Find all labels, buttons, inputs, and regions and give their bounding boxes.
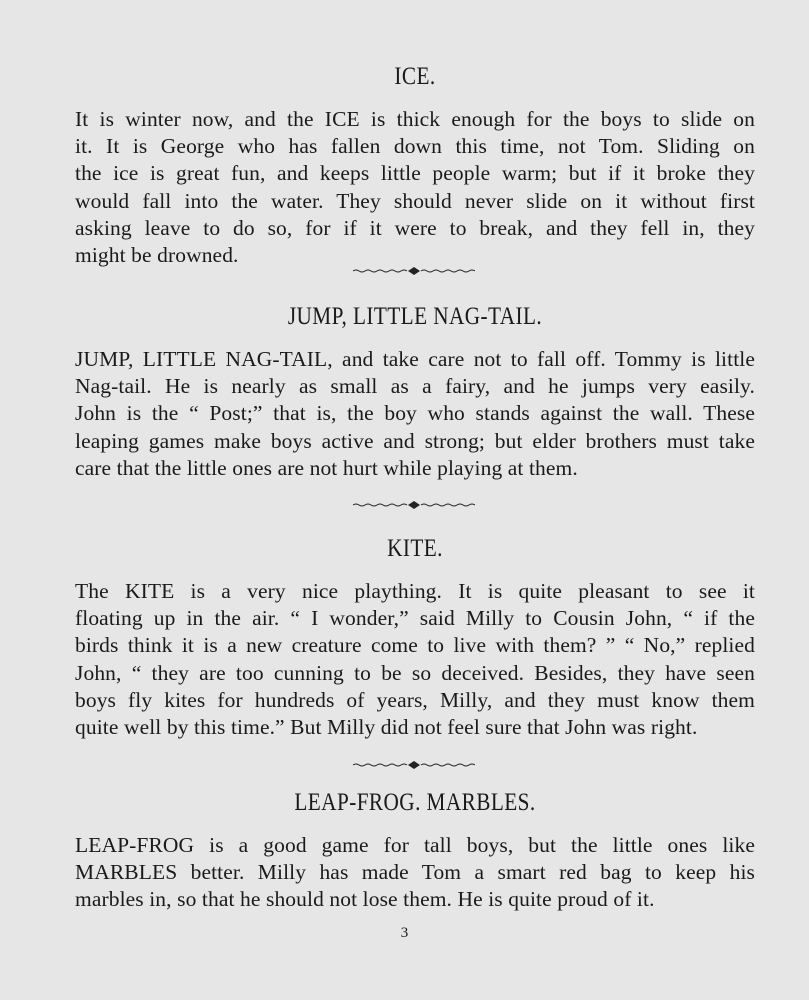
- section-leap-frog-marbles: [75, 788, 755, 914]
- text-line: Nag-tail. He is nearly as small as a fairy, and he jumps very easily.: [75, 374, 755, 399]
- section-paragraph: [75, 578, 755, 741]
- text-line: boys fly kites for hundreds of years, Milly, and they must know them: [75, 687, 755, 712]
- text-line: asking leave to do so, for if it were to break, and they fell in, they: [75, 215, 755, 240]
- text-line: John, “ they are too cunning to be so deceived. Besides, they have seen: [75, 660, 755, 685]
- ornamental-divider: [353, 266, 475, 276]
- section-title: LEAP-FROG. MARBLES.: [294, 789, 536, 816]
- text-line: might be drowned.: [75, 243, 239, 268]
- text-line: leaping games make boys active and strong; but elder brothers must take: [75, 428, 755, 453]
- text-line: birds think it is a new creature come to live with them? ” “ No,” replied: [75, 633, 755, 658]
- text-line: quite well by this time.” But Milly did not feel sure that John was right.: [75, 715, 698, 740]
- text-line: care that the little ones are not hurt while playing at them.: [75, 455, 578, 480]
- ornamental-divider: [353, 760, 475, 770]
- section-ice: [75, 62, 755, 269]
- text-line: floating up in the air. “ I wonder,” said Milly to Cousin John, “ if the: [75, 606, 755, 631]
- text-line: JUMP, LITTLE NAG-TAIL, and take care not to fall off. Tommy is little: [75, 347, 755, 371]
- section-kite: [75, 534, 755, 741]
- page-number: 3: [400, 925, 409, 941]
- section-paragraph: [75, 106, 755, 269]
- text-line: John is the “ Post;” that is, the boy who stands against the wall. These: [75, 401, 755, 426]
- text-line: LEAP-FROG is a good game for tall boys, but the little ones like: [75, 833, 755, 857]
- section-jump-little-nag-tail: [75, 302, 755, 482]
- text-line: it. It is George who has fallen down this time, not Tom. Sliding on: [75, 134, 755, 159]
- text-line: marbles in, so that he should not lose them. He is quite proud of it.: [75, 887, 655, 912]
- ornamental-divider: [353, 500, 475, 510]
- text-line: MARBLES better. Milly has made Tom a smart red bag to keep his: [75, 860, 755, 885]
- section-paragraph: [75, 832, 755, 914]
- section-title: ICE.: [394, 63, 436, 90]
- text-line: the ice is great fun, and keeps little people warm; but if it broke they: [75, 161, 755, 186]
- text-line: It is winter now, and the ICE is thick enough for the boys to slide on: [75, 107, 755, 131]
- section-paragraph: [75, 346, 755, 482]
- section-title: KITE.: [387, 535, 443, 562]
- section-title: JUMP, LITTLE NAG-TAIL.: [287, 303, 543, 330]
- text-line: would fall into the water. They should never slide on it without first: [75, 188, 755, 213]
- text-line: The KITE is a very nice plaything. It is quite pleasant to see it: [75, 579, 755, 603]
